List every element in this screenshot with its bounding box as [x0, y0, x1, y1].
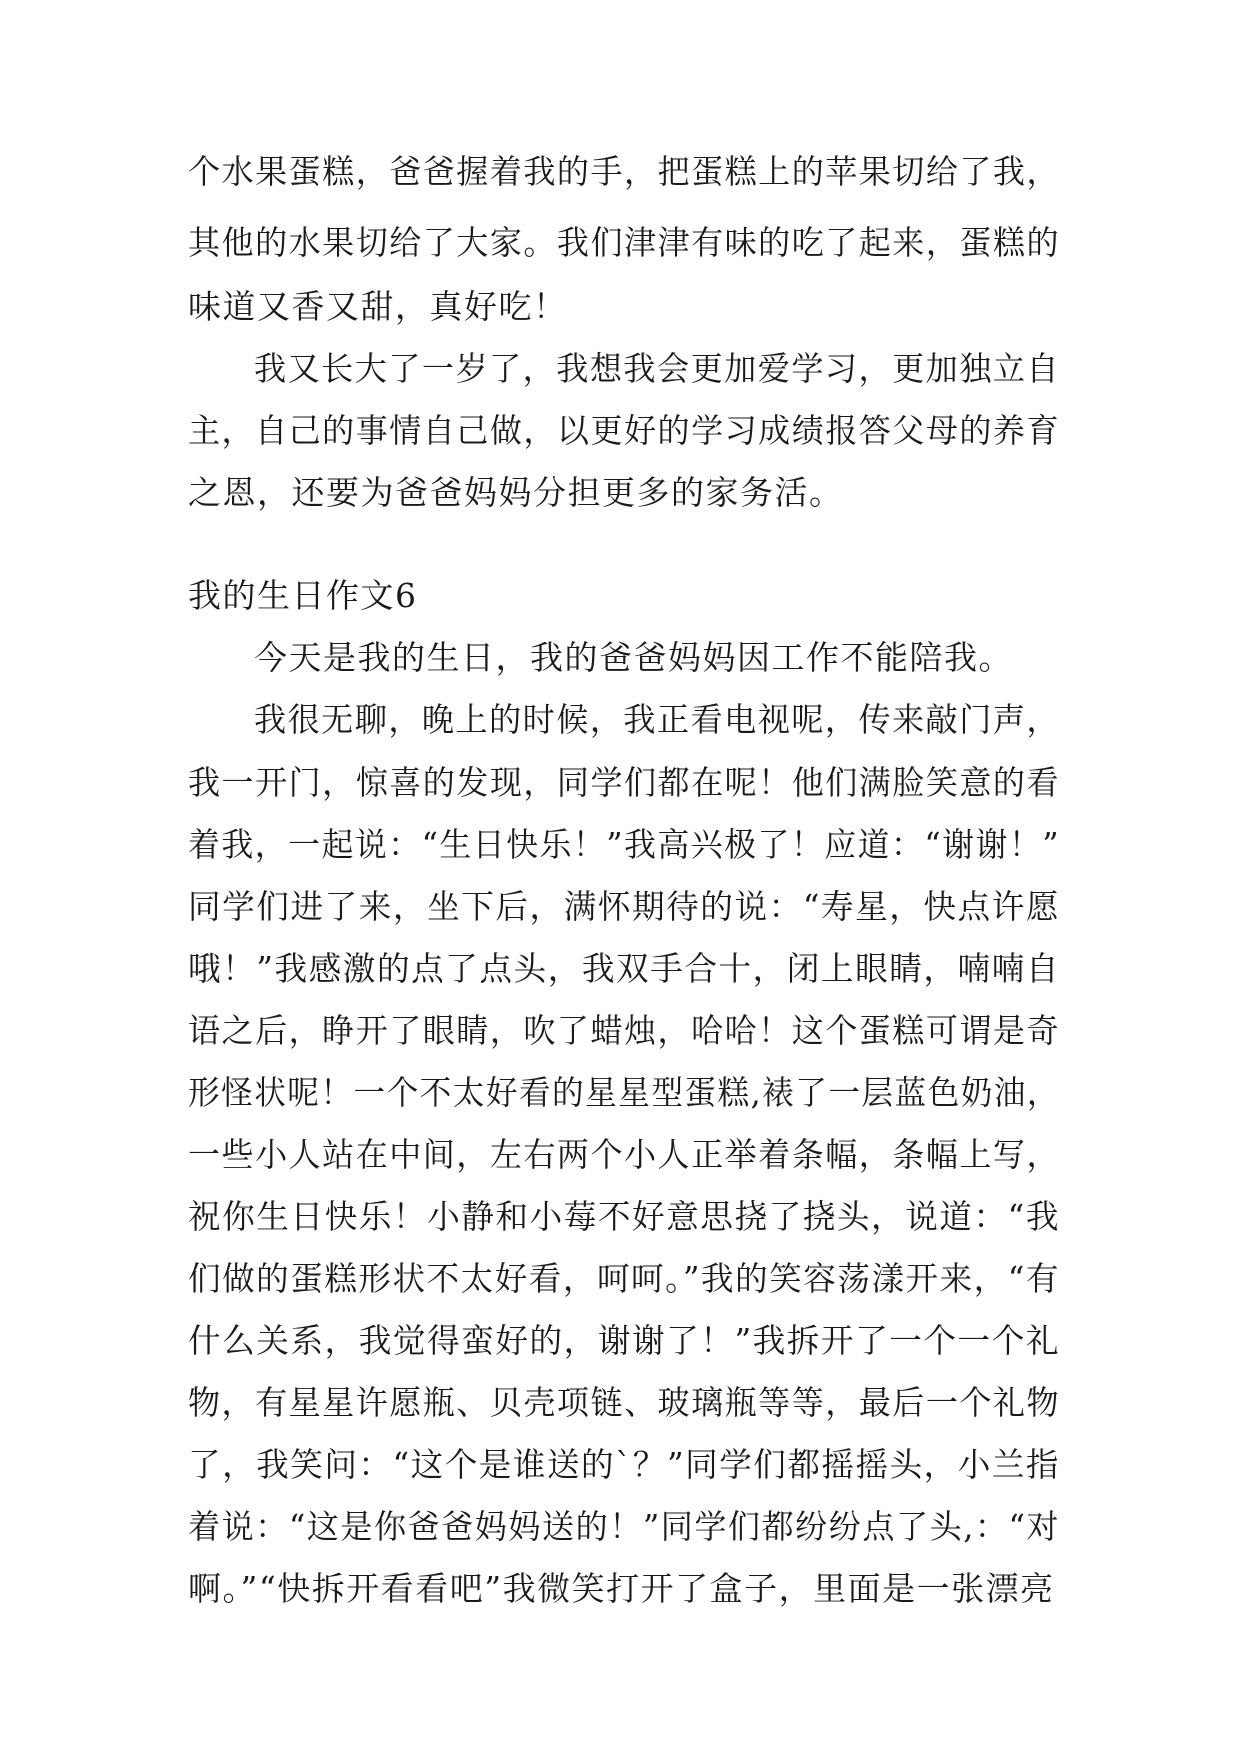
text-line: 语之后，睁开了眼睛，吹了蜡烛，哈哈！这个蛋糕可谓是奇 [188, 1011, 1060, 1050]
text-line: 哦！”我感激的点了点头，我双手合十，闭上眼睛，喃喃自 [188, 949, 1060, 988]
text-line: 着说：“这是你爸爸妈妈送的！”同学们都纷纷点了头,：“对 [188, 1507, 1060, 1546]
text-line: 之恩，还要为爸爸妈妈分担更多的家务活。 [188, 473, 844, 512]
text-line: 物，有星星许愿瓶、贝壳项链、玻璃瓶等等，最后一个礼物 [188, 1383, 1060, 1422]
text-line: 们做的蛋糕形状不太好看，呵呵。”我的笑容荡漾开来，“有 [188, 1259, 1060, 1298]
text-line: 个水果蛋糕，爸爸握着我的手，把蛋糕上的苹果切给了我， [188, 152, 1060, 191]
text-line: 一些小人站在中间，左右两个小人正举着条幅，条幅上写， [188, 1135, 1060, 1174]
text-line: 祝你生日快乐！小静和小莓不好意思挠了挠头，说道：“我 [188, 1197, 1060, 1236]
text-line: 今天是我的生日，我的爸爸妈妈因工作不能陪我。 [254, 638, 1013, 677]
text-line: 我一开门，惊喜的发现，同学们都在呢！他们满脸笑意的看 [188, 763, 1060, 802]
text-line: 了，我笑问：“这个是谁送的`？”同学们都摇摇头，小兰指 [188, 1445, 1060, 1484]
text-line: 主，自己的事情自己做，以更好的学习成绩报答父母的养育 [188, 411, 1060, 450]
text-line: 啊。”“快拆开看看吧”我微笑打开了盒子，里面是一张漂亮 [188, 1569, 1055, 1608]
text-line: 味道又香又甜，真好吃！ [188, 287, 568, 326]
text-line: 什么关系，我觉得蛮好的，谢谢了！”我拆开了一个一个礼 [188, 1321, 1060, 1360]
text-line: 着我，一起说：“生日快乐！”我高兴极了！应道：“谢谢！” [188, 825, 1060, 864]
section-title: 我的生日作文6 [188, 576, 418, 615]
text-line: 形怪状呢！一个不太好看的星星型蛋糕,裱了一层蓝色奶油， [188, 1073, 1060, 1112]
text-line: 我很无聊，晚上的时候，我正看电视呢，传来敲门声， [254, 700, 1060, 739]
text-line: 同学们进了来，坐下后，满怀期待的说：“寿星，快点许愿 [188, 887, 1060, 926]
text-line: 我又长大了一岁了，我想我会更加爱学习，更加独立自 [254, 349, 1060, 388]
text-line: 其他的水果切给了大家。我们津津有味的吃了起来，蛋糕的 [188, 223, 1060, 262]
